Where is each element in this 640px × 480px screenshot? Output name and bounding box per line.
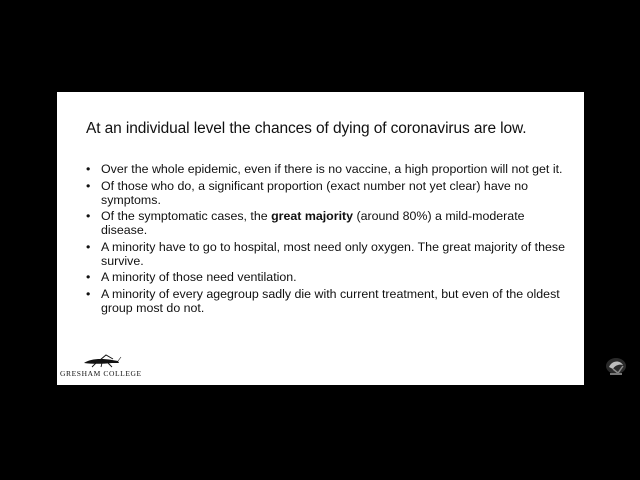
slide [57, 92, 584, 385]
bullet-item: • A minority have to go to hospital, most need only oxygen. The great majority of these survive. [86, 240, 566, 268]
bullet-item: • Over the whole epidemic, even if there is no vaccine, a high proportion will not get it. [86, 162, 566, 176]
bullet-item: • A minority of every agegroup sadly die with current treatment, but even of the oldest group most do not. [86, 287, 566, 315]
emphasis-text: great majority [271, 209, 354, 223]
bullet-list [86, 162, 566, 317]
bullet-item: • Of those who do, a significant proportion (exact number not yet clear) have no symptoms. [86, 179, 566, 207]
channel-logo-icon [604, 355, 628, 377]
slide-title: At an individual level the chances of dying of coronavirus are low. [86, 120, 527, 137]
gresham-college-logo [60, 354, 140, 380]
bullet-item: • Of the symptomatic cases, the great majority (around 80%) a mild-moderate disease. [86, 209, 566, 237]
bullet-item: • A minority of those need ventilation. [86, 270, 566, 284]
logo-text: GRESHAM COLLEGE [60, 369, 142, 378]
grasshopper-icon [82, 354, 122, 368]
